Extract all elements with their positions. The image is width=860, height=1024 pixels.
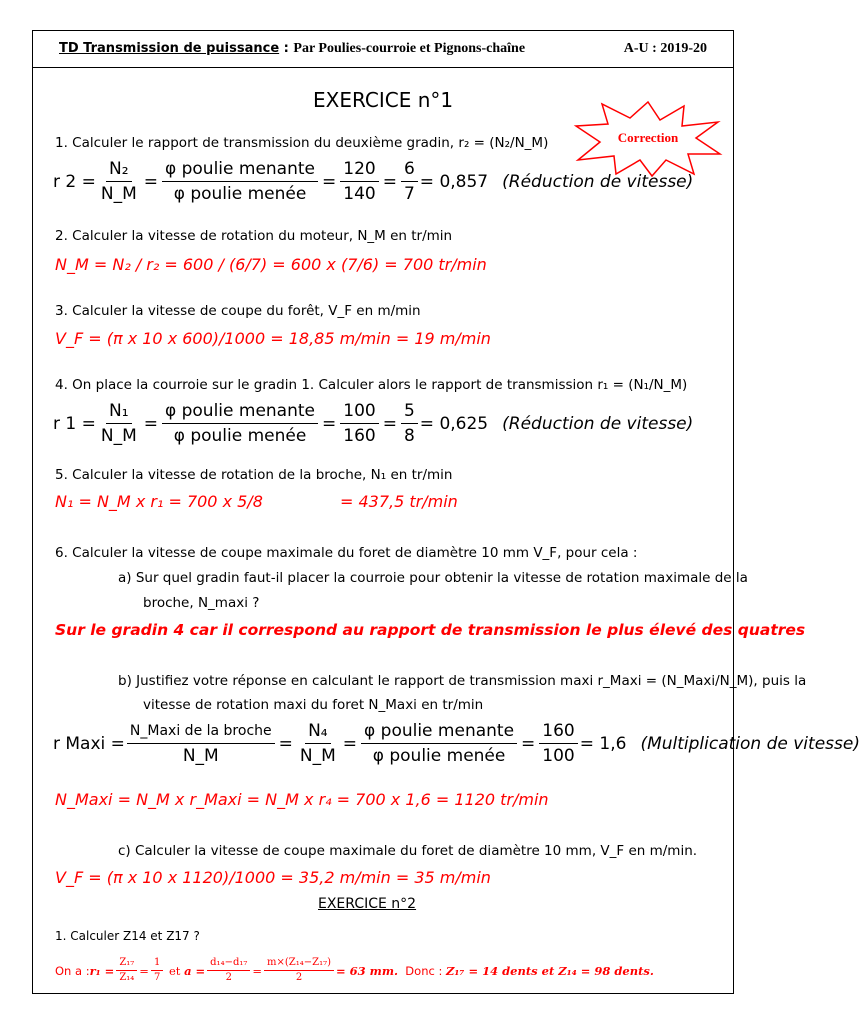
- q6a-line2: broche, N_maxi ?: [143, 595, 260, 611]
- eq4-lhs: r 1 =: [53, 413, 96, 434]
- header-topic: Par Poulies-courroie et Pignons-chaîne: [293, 41, 526, 56]
- eq4-frac1: [98, 399, 140, 448]
- a5-answer-left: N₁ = N_M x r₁ = 700 x 5/8: [55, 492, 263, 511]
- eq4-f3-den: 160: [343, 426, 376, 446]
- ex2-f2-num: 1: [151, 956, 163, 971]
- eq6-op2: =: [342, 733, 358, 754]
- q6b-line1: b) Justifiez votre réponse en calculant le rapport de transmission maxi r_Maxi = (N_Maxi/N_M), puis la: [118, 673, 807, 689]
- eq1-f2-den: φ poulie menée: [173, 184, 307, 204]
- q6a-line1: a) Sur quel gradin faut-il placer la courroie pour obtenir la vitesse de rotation maximale de la: [118, 570, 748, 586]
- eq1-f3-den: 140: [343, 184, 376, 204]
- ex2-donc: Donc :: [398, 963, 446, 978]
- eq1-frac4: [401, 157, 418, 206]
- eq6-f1-num: N_Maxi de la broche: [127, 719, 275, 744]
- eq4-f4-num: 5: [401, 399, 418, 424]
- eq1-op2: =: [322, 171, 337, 192]
- a6a-answer: Sur le gradin 4 car il correspond au rapport de transmission le plus élevé des quatres: [55, 621, 806, 639]
- eq1-frac1: [98, 157, 140, 206]
- eq4-op2: =: [322, 413, 337, 434]
- eq4-f2-den: φ poulie menée: [173, 426, 307, 446]
- eq4-frac2: [162, 399, 318, 448]
- exercise1-title: EXERCICE n°1: [313, 88, 454, 112]
- eq6-frac4: [539, 719, 577, 768]
- eq6-f3-den: φ poulie menée: [372, 746, 506, 766]
- eq6-frac2: [297, 719, 339, 768]
- equation-rmaxi: [53, 719, 860, 768]
- eq6-f2-den: N_M: [299, 746, 336, 766]
- ex2-frac1: [116, 956, 137, 985]
- eq1-op1: =: [143, 171, 158, 192]
- eq4-f1-num: N₁: [106, 399, 132, 424]
- eq6-frac3: [361, 719, 517, 768]
- exercise2-title: EXERCICE n°2: [318, 896, 417, 912]
- eq1-frac3: [340, 157, 378, 206]
- header-year: A-U : 2019-20: [623, 41, 707, 56]
- eq6-f4-den: 100: [542, 746, 575, 766]
- ex2-result: = 63 mm.: [336, 963, 398, 978]
- q6-text: 6. Calculer la vitesse de coupe maximale du foret de diamètre 10 mm V_F, pour cela :: [55, 545, 638, 561]
- header-colon: :: [279, 41, 294, 56]
- header-left: [59, 41, 525, 57]
- eq1-f4-num: 6: [401, 157, 418, 182]
- a6c-answer: V_F = (π x 10 x 1120)/1000 = 35,2 m/min = 35 m/min: [55, 868, 491, 887]
- eq6-f1-den: N_M: [182, 746, 219, 766]
- a6b-answer: N_Maxi = N_M x r_Maxi = N_M x r₄ = 700 x 1,6 = 1120 tr/min: [55, 790, 549, 809]
- eq1-f2-num: φ poulie menante: [162, 157, 318, 182]
- eq4-op1: =: [143, 413, 158, 434]
- q1-text: 1. Calculer le rapport de transmission du deuxième gradin, r₂ = (N₂/N_M): [55, 135, 549, 151]
- a5-answer-right: = 437,5 tr/min: [340, 492, 458, 511]
- eq6-f2-num: N₄: [305, 719, 331, 744]
- ex2-f1-num: Z₁₇: [116, 956, 137, 971]
- eq1-op3: =: [382, 171, 397, 192]
- eq1-result: = 0,857: [419, 171, 489, 192]
- q6b-line2: vitesse de rotation maxi du foret N_Maxi en tr/min: [143, 697, 484, 713]
- q3-text: 3. Calculer la vitesse de coupe du forêt, V_F en m/min: [55, 303, 421, 319]
- eq1-lhs: r 2 =: [53, 171, 96, 192]
- ex2-frac2: [151, 956, 163, 985]
- ex2-f1-den: Z₁₄: [119, 972, 135, 983]
- eq4-f1-den: N_M: [100, 426, 137, 446]
- eq4-result: = 0,625: [419, 413, 489, 434]
- ex2-f3-den: 2: [225, 972, 232, 983]
- eq6-result: = 1,6: [579, 733, 627, 754]
- header: [33, 31, 733, 68]
- q4-text: 4. On place la courroie sur le gradin 1. Calculer alors le rapport de transmission r₁ = (N₁/N_M): [55, 377, 688, 393]
- equation-r1: [53, 399, 693, 448]
- ex2-f2-den: 7: [153, 972, 161, 983]
- ex2-a1: On a : r₁ = $\frac{\text{Z₁₇}}{\text{Z₁₄}}$ = $\frac{1}{7}$ et a = $\frac{\text{d₁₄−d₁₇}}{2}$ = $\frac{\text{m×(Z₁₄−Z₁₇)}}{2}$ = 63 mm. Donc : Z₁₇ = 14 dents et Z₁₄ = 98 dents.: [55, 957, 654, 983]
- ex2-eq-sign: =: [139, 963, 149, 978]
- eq4-f2-num: φ poulie menante: [162, 399, 318, 424]
- eq4-f4-den: 8: [403, 426, 415, 446]
- eq6-op3: =: [521, 733, 536, 754]
- ex2-a1-prefix: On a :: [55, 963, 90, 978]
- ex2-et: et: [165, 963, 185, 978]
- eq1-f1-den: N_M: [100, 184, 137, 204]
- eq1-note: (Réduction de vitesse): [502, 171, 694, 192]
- eq1-f4-den: 7: [403, 184, 415, 204]
- eq4-frac3: [340, 399, 378, 448]
- ex2-a: a =: [184, 963, 206, 978]
- eq4-f3-num: 100: [340, 399, 378, 424]
- eq1-frac2: [162, 157, 318, 206]
- eq6-op1: =: [278, 733, 293, 754]
- eq1-f3-num: 120: [340, 157, 378, 182]
- ex2-a1-r1: r₁ =: [89, 963, 115, 978]
- ex2-frac3: [207, 956, 250, 985]
- eq6-note: (Multiplication de vitesse): [640, 733, 860, 754]
- ex2-f4-den: 2: [295, 972, 303, 983]
- ex2-q1: 1. Calculer Z14 et Z17 ?: [55, 929, 200, 943]
- ex2-f3-num: d₁₄−d₁₇: [207, 956, 250, 971]
- equation-r2: [53, 157, 693, 206]
- eq6-f4-num: 160: [539, 719, 577, 744]
- eq4-note: (Réduction de vitesse): [502, 413, 694, 434]
- stamp-text: Correction: [617, 130, 679, 145]
- eq6-lhs: r Maxi =: [53, 733, 125, 754]
- q2-text: 2. Calculer la vitesse de rotation du moteur, N_M en tr/min: [55, 228, 453, 244]
- ex2-final: Z₁₇ = 14 dents et Z₁₄ = 98 dents.: [446, 963, 654, 978]
- ex2-frac4: [264, 956, 334, 985]
- eq4-op3: =: [382, 413, 397, 434]
- header-course: TD Transmission de puissance: [59, 41, 280, 56]
- ex2-f4-num: m×(Z₁₄−Z₁₇): [264, 956, 334, 971]
- q6c-text: c) Calculer la vitesse de coupe maximale du foret de diamètre 10 mm, V_F en m/min.: [118, 843, 698, 859]
- q5-text: 5. Calculer la vitesse de rotation de la broche, N₁ en tr/min: [55, 467, 453, 483]
- a2-answer: N_M = N₂ / r₂ = 600 / (6/7) = 600 x (7/6) = 700 tr/min: [55, 255, 487, 274]
- a3-answer: V_F = (π x 10 x 600)/1000 = 18,85 m/min = 19 m/min: [55, 329, 491, 348]
- eq6-frac1: [127, 719, 275, 768]
- eq6-f3-num: φ poulie menante: [361, 719, 517, 744]
- eq1-f1-num: N₂: [106, 157, 132, 182]
- eq4-frac4: [401, 399, 418, 448]
